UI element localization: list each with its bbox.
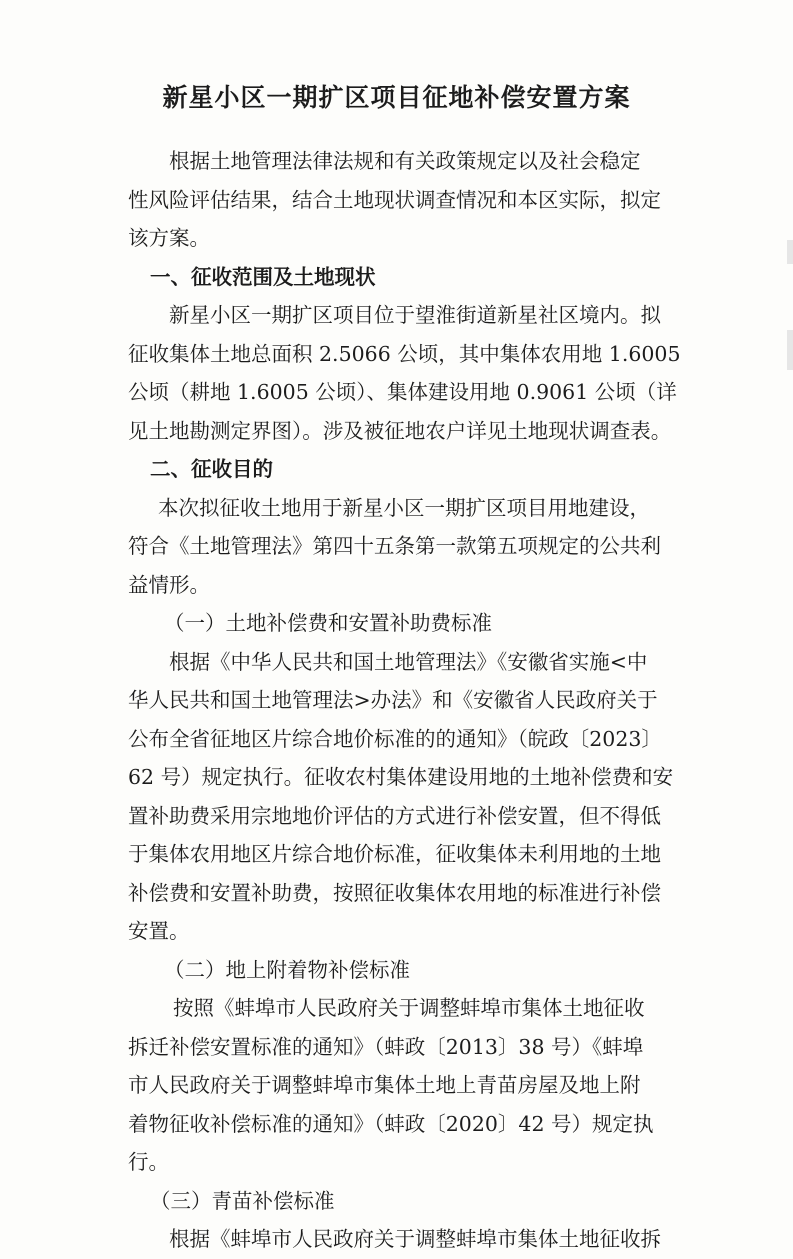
paragraph-line: 根据土地管理法律法规和有关政策规定以及社会稳定 bbox=[169, 149, 641, 173]
paragraph-line: 华人民共和国土地管理法>办法》和《安徽省人民政府关于 bbox=[128, 688, 658, 712]
paragraph-line: 益情形。 bbox=[128, 572, 210, 597]
paragraph-line: 符合《土地管理法》第四十五条第一款第五项规定的公共利 bbox=[128, 534, 661, 558]
subsection-heading: （一）土地补偿费和安置补助费标准 bbox=[164, 611, 492, 635]
paragraph-line: 公顷（耕地 1.6005 公顷）、集体建设用地 0.9061 公顷（详 bbox=[128, 380, 677, 404]
document-title: 新星小区一期扩区项目征地补偿安置方案 bbox=[162, 83, 631, 112]
paragraph-line: 行。 bbox=[128, 1150, 169, 1174]
paragraph-line: 根据《蚌埠市人民政府关于调整蚌埠市集体土地征收拆 bbox=[169, 1227, 661, 1251]
paragraph-line: 于集体农用地区片综合地价标准，征收集体未利用地的土地 bbox=[128, 842, 661, 866]
paragraph-line: 安置。 bbox=[128, 919, 190, 943]
paragraph-line: 征收集体土地总面积 2.5066 公顷，其中集体农用地 1.6005 bbox=[128, 341, 681, 366]
paragraph-line: 本次拟征收土地用于新星小区一期扩区项目用地建设， bbox=[158, 495, 650, 520]
paragraph-line: 62 号）规定执行。征收农村集体建设用地的土地补偿费和安 bbox=[128, 765, 674, 789]
subsection-heading: （三）青苗补偿标准 bbox=[150, 1188, 335, 1213]
paragraph-line: 见土地勘测定界图）。涉及被征地农户详见土地现状调查表。 bbox=[128, 418, 672, 443]
paragraph-line: 该方案。 bbox=[128, 226, 210, 250]
subsection-heading: （二）地上附着物补偿标准 bbox=[164, 957, 410, 982]
scan-edge-mark bbox=[787, 330, 793, 370]
paragraph-line: 根据《中华人民共和国土地管理法》《安徽省实施<中 bbox=[169, 649, 648, 674]
paragraph-line: 性风险评估结果，结合土地现状调查情况和本区实际，拟定 bbox=[128, 187, 661, 212]
paragraph-line: 补偿费和安置补助费，按照征收集体农用地的标准进行补偿 bbox=[128, 880, 661, 905]
paragraph-line: 置补助费采用宗地地价评估的方式进行补偿安置，但不得低 bbox=[128, 803, 661, 828]
section-heading: 二、征收目的 bbox=[150, 457, 273, 481]
paragraph-line: 按照《蚌埠市人民政府关于调整蚌埠市集体土地征收 bbox=[173, 996, 645, 1020]
document-body bbox=[128, 142, 681, 1259]
scan-edge-mark bbox=[787, 240, 793, 264]
paragraph-line: 着物征收补偿标准的通知》（蚌政〔2020〕42 号）规定执 bbox=[128, 1111, 654, 1136]
paragraph-line: 公布全省征地区片综合地价标准的的通知》（皖政〔2023〕 bbox=[128, 726, 662, 751]
paragraph-line: 新星小区一期扩区项目位于望淮街道新星社区境内。拟 bbox=[169, 303, 661, 327]
paragraph-line: 拆迁补偿安置标准的通知》（蚌政〔2013〕38 号）《蚌埠 bbox=[128, 1034, 644, 1059]
paragraph-line: 市人民政府关于调整蚌埠市集体土地上青苗房屋及地上附 bbox=[128, 1073, 641, 1097]
section-heading: 一、征收范围及土地现状 bbox=[150, 264, 376, 289]
